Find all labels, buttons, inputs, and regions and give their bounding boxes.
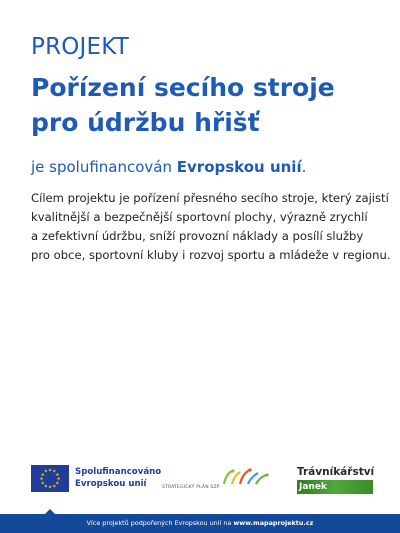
footer-bar <box>0 514 400 533</box>
cofinance-suffix: . <box>301 158 307 176</box>
footer-link[interactable]: www.mapaprojektu.cz <box>233 519 314 527</box>
project-title: Pořízení secího stroje pro údržbu hřišť <box>31 73 335 137</box>
company-name-top: Trávníkářství <box>297 466 375 478</box>
eu-star-icon: ★ <box>55 481 60 487</box>
szp-strategic-plan-logo <box>162 468 282 494</box>
description-line: a zefektivní údržbu, sníží provozní náklady a posílí služby <box>31 229 364 243</box>
eu-star-icon: ★ <box>52 484 57 490</box>
description-line: pro obce, sportovní kluby i rozvoj sportu a mládeže v regionu. <box>31 248 391 262</box>
eu-logo-line2: Evropskou unií <box>75 479 147 489</box>
footer-prefix: Více projektů podpořených Evropskou unií na <box>86 519 234 527</box>
eu-flag-icon <box>31 465 69 492</box>
description-line: kvalitnější a bezpečnější sportovní plochy, výrazně zrychlí <box>31 210 368 224</box>
szp-emblem-icon <box>162 468 282 486</box>
cofinance-line <box>31 156 306 178</box>
cofinance-prefix: je spolufinancován <box>31 158 177 176</box>
eu-star-icon: ★ <box>40 481 45 487</box>
eu-star-icon: ★ <box>47 468 53 474</box>
eu-star-icon: ★ <box>47 485 53 491</box>
eu-star-icon: ★ <box>43 469 48 475</box>
eu-star-icon: ★ <box>40 472 45 478</box>
eu-logo-line1: Spolufinancováno <box>75 467 162 477</box>
project-description <box>31 189 391 265</box>
eu-star-icon: ★ <box>52 469 57 475</box>
szp-label: STRATEGICKÝ PLÁN SZP <box>162 485 220 490</box>
eu-star-icon: ★ <box>39 477 44 483</box>
cofinance-emphasis: Evropskou unií <box>176 158 302 176</box>
eu-star-icon: ★ <box>56 477 61 483</box>
eu-star-icon: ★ <box>55 472 60 478</box>
eu-star-icon: ★ <box>43 484 48 490</box>
eu-logo-text <box>75 466 161 490</box>
travnikarstvi-janek-logo <box>297 466 375 496</box>
description-line: Cílem projektu je pořízení přesného secího stroje, který zajistí <box>31 191 389 205</box>
company-name-bottom: Janek <box>297 480 373 494</box>
project-kicker: PROJEKT <box>31 34 130 60</box>
